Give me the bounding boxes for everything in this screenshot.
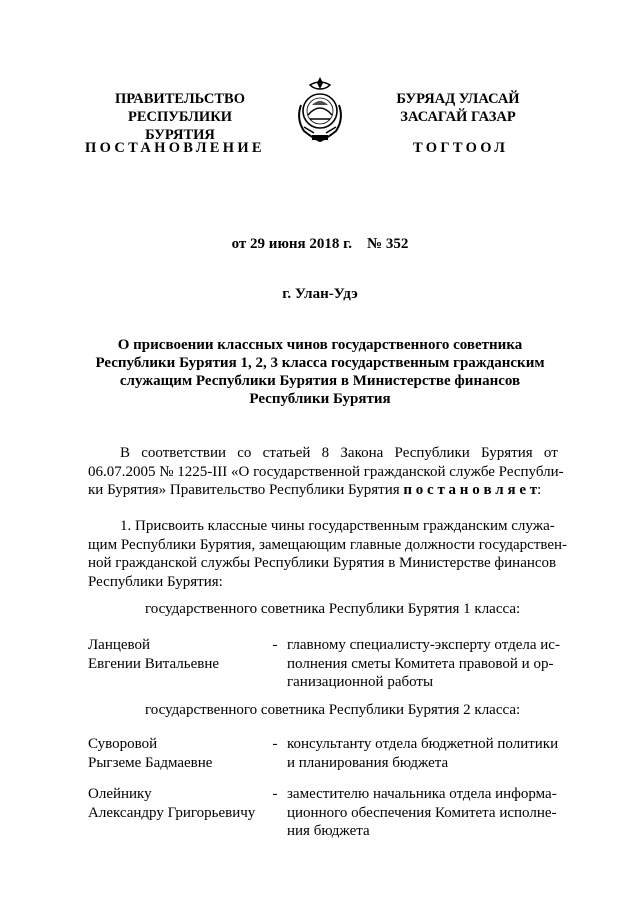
header-right-line2: ЗАСАГАЙ ГАЗАР [400, 109, 516, 125]
appointee-dash: - [272, 736, 278, 752]
header-left-line2: РЕСПУБЛИКИ БУРЯТИЯ [127, 109, 233, 143]
intro-line3-text: ки Бурятия» Правительство Республики Бурятия [88, 482, 400, 498]
document-title [60, 336, 580, 408]
doc-type-right: ТОГТООЛ [413, 140, 509, 156]
class2-heading: государственного советника Республики Бурятия 2 класса: [145, 702, 521, 718]
city: г. Улан-Удэ [282, 286, 358, 302]
title-line1: О присвоении классных чинов государственного советника [117, 337, 523, 353]
appointee-name [88, 636, 258, 673]
appointee-surname: Ланцевой [88, 637, 151, 653]
appointee-dash: - [272, 786, 278, 802]
title-line2: Республики Бурятия 1, 2, 3 класса государственным гражданским [95, 355, 545, 371]
item1-line2: щим Республики Бурятия, замещающим главные должности государствен- [88, 536, 568, 553]
appointee-position [287, 785, 572, 841]
header-right [383, 90, 533, 126]
appointee-given-names: Александру Григорьевичу [88, 804, 256, 821]
title-line3: служащим Республики Бурятия в Министерстве финансов [119, 373, 521, 389]
appointee-position [287, 636, 572, 692]
appointee-surname: Олейнику [88, 786, 152, 802]
position-line1: консультанту отдела бюджетной политики [287, 736, 559, 752]
intro-line3 [88, 481, 572, 500]
position-line2: полнения сметы Комитета правовой и ор- [287, 655, 554, 672]
appointee-dash: - [272, 637, 278, 653]
doc-type-left: ПОСТАНОВЛЕНИЕ [85, 140, 265, 156]
title-line4: Республики Бурятия [249, 391, 391, 407]
decree-word: п о с т а н о в л я е т [403, 482, 538, 498]
appointee-given-names: Евгении Витальевне [88, 655, 220, 672]
intro-line1: В соответствии со статьей 8 Закона Республики Бурятия от [120, 445, 558, 461]
position-line3: ния бюджета [287, 823, 370, 839]
appointee-name [88, 785, 258, 822]
position-line2: ционного обеспечения Комитета исполне- [287, 804, 557, 821]
position-line1: заместителю начальника отдела информа- [287, 786, 557, 802]
intro-paragraph [88, 444, 572, 500]
appointee-position [287, 735, 572, 772]
date-number: от 29 июня 2018 г. № 352 [231, 236, 409, 252]
item1-line1: 1. Присвоить классные чины государственным гражданским служа- [120, 518, 555, 534]
coat-of-arms-icon [296, 75, 344, 145]
header-left [95, 90, 265, 144]
appointee-name [88, 735, 258, 772]
item-1-paragraph [88, 517, 572, 591]
header-left-line1: ПРАВИТЕЛЬСТВО [115, 91, 245, 107]
intro-line2: 06.07.2005 № 1225-III «О государственной гражданской службе Республи- [88, 463, 564, 480]
position-line3: ганизационной работы [287, 674, 434, 690]
appointee-surname: Суворовой [88, 736, 158, 752]
item1-line3: ной гражданской службы Республики Бурятия в Министерстве финансов [88, 555, 557, 571]
intro-line3-end: : [537, 482, 542, 498]
header-right-line1: БУРЯАД УЛАСАЙ [396, 91, 520, 107]
appointee-given-names: Рыгземе Бадмаевне [88, 754, 213, 771]
class1-heading: государственного советника Республики Бурятия 1 класса: [145, 601, 521, 617]
position-line1: главному специалисту-эксперту отдела ис- [287, 637, 560, 653]
item1-line4: Республики Бурятия: [88, 573, 223, 590]
position-line2: и планирования бюджета [287, 754, 449, 771]
